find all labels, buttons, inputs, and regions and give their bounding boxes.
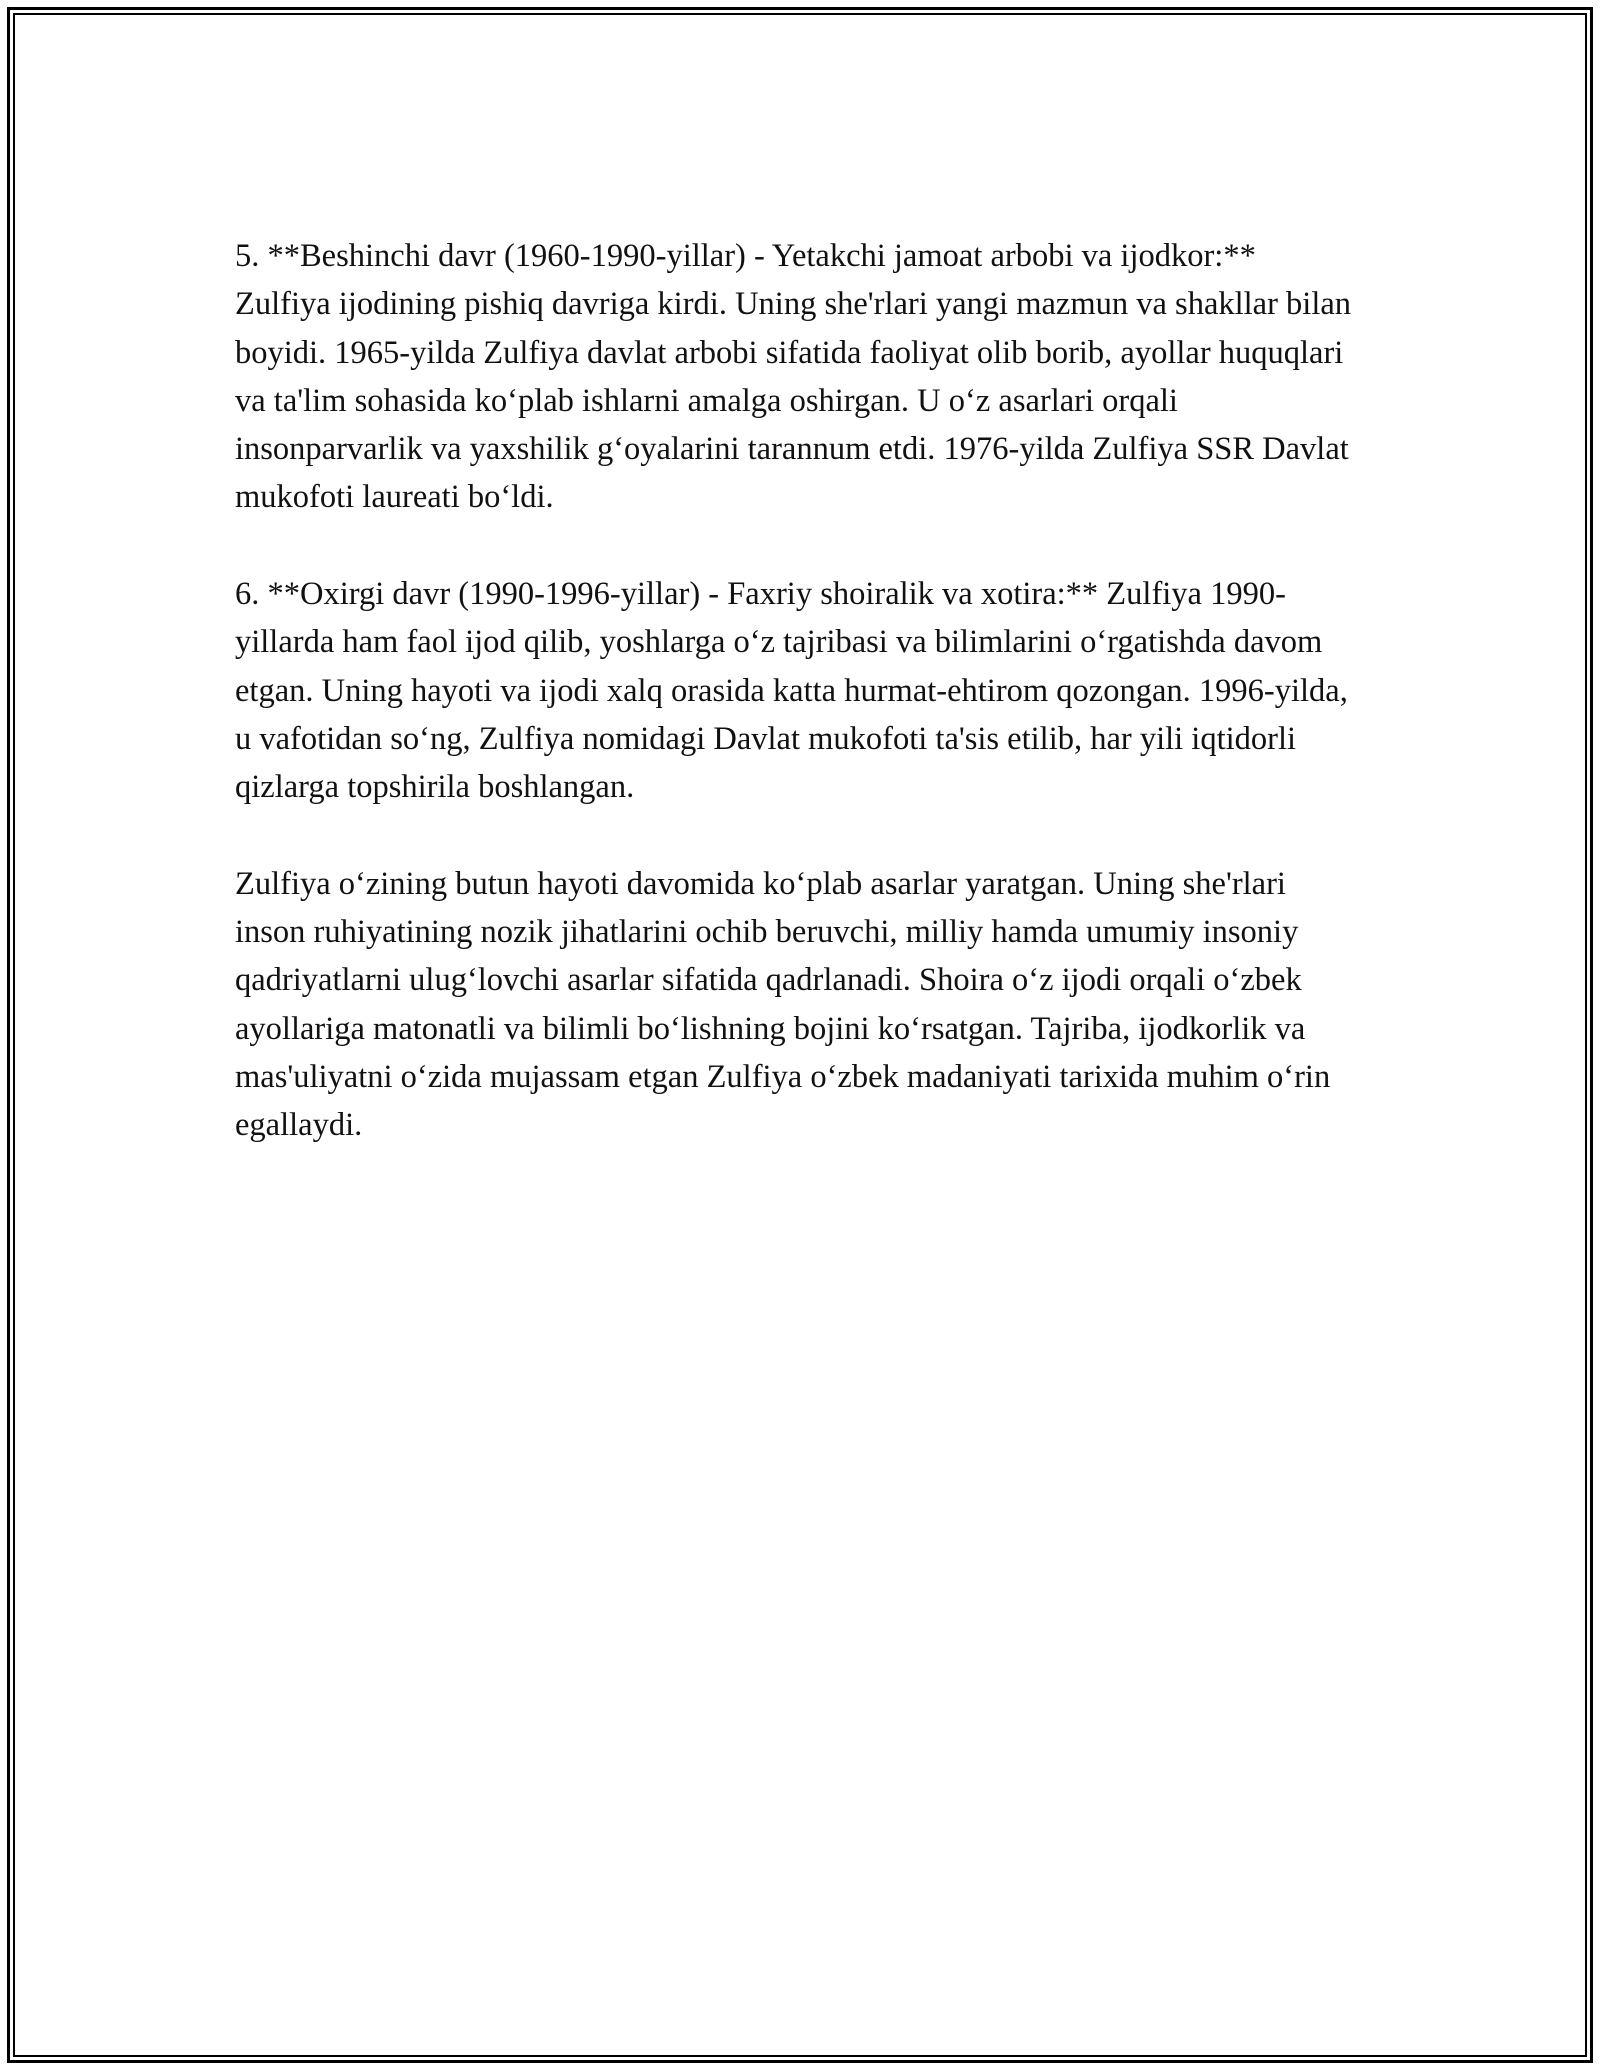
paragraph-summary: Zulfiya o‘zining butun hayoti davomida ko‘plab asarlar yaratgan. Uning she'rlari inson ruhiyatining nozik jihatlarini ochib beruvchi, milliy hamda umumiy insoniy qadriyatlarni ulug‘lovchi asarlar sifatida qadrlanadi. Shoira o‘z ijodi orqali o‘zbek ayollariga matonatli va bilimli bo‘lishning bojini ko‘rsatgan. Tajriba, ijodkorlik va mas'uliyatni o‘zida mujassam etgan Zulfiya o‘zbek madaniyati tarixida muhim o‘rin egallaydi. bbox=[235, 865, 1331, 1144]
paragraph-period-5: 5. **Beshinchi davr (1960-1990-yillar) - Yetakchi jamoat arbobi va ijodkor:** Zulfiya ijodining pishiq davriga kirdi. Uning she'rlari yangi mazmun va shakllar bilan boyidi. 1965-yilda Zulfiya davlat arbobi sifatida faoliyat olib borib, ayollar huquqlari va ta'lim sohasida ko‘plab ishlarni amalga oshirgan. U o‘z asarlari orqali insonparvarlik va yaxshilik g‘oyalarini tarannum etdi. 1976-yilda Zulfiya SSR Davlat mukofoti laureati bo‘ldi. bbox=[235, 238, 1352, 516]
paragraph-period-6: 6. **Oxirgi davr (1990-1996-yillar) - Faxriy shoiralik va xotira:** Zulfiya 1990-yillarda ham faol ijod qilib, yoshlarga o‘z tajribasi va bilimlarini o‘rgatishda davom etgan. Uning hayoti va ijodi xalq orasida katta hurmat-ehtirom qozongan. 1996-yilda, u vafotidan so‘ng, Zulfiya nomidagi Davlat mukofoti ta'sis etilib, har yili iqtidorli qizlarga topshirila boshlangan. bbox=[235, 576, 1348, 806]
document-body bbox=[235, 232, 1355, 1198]
